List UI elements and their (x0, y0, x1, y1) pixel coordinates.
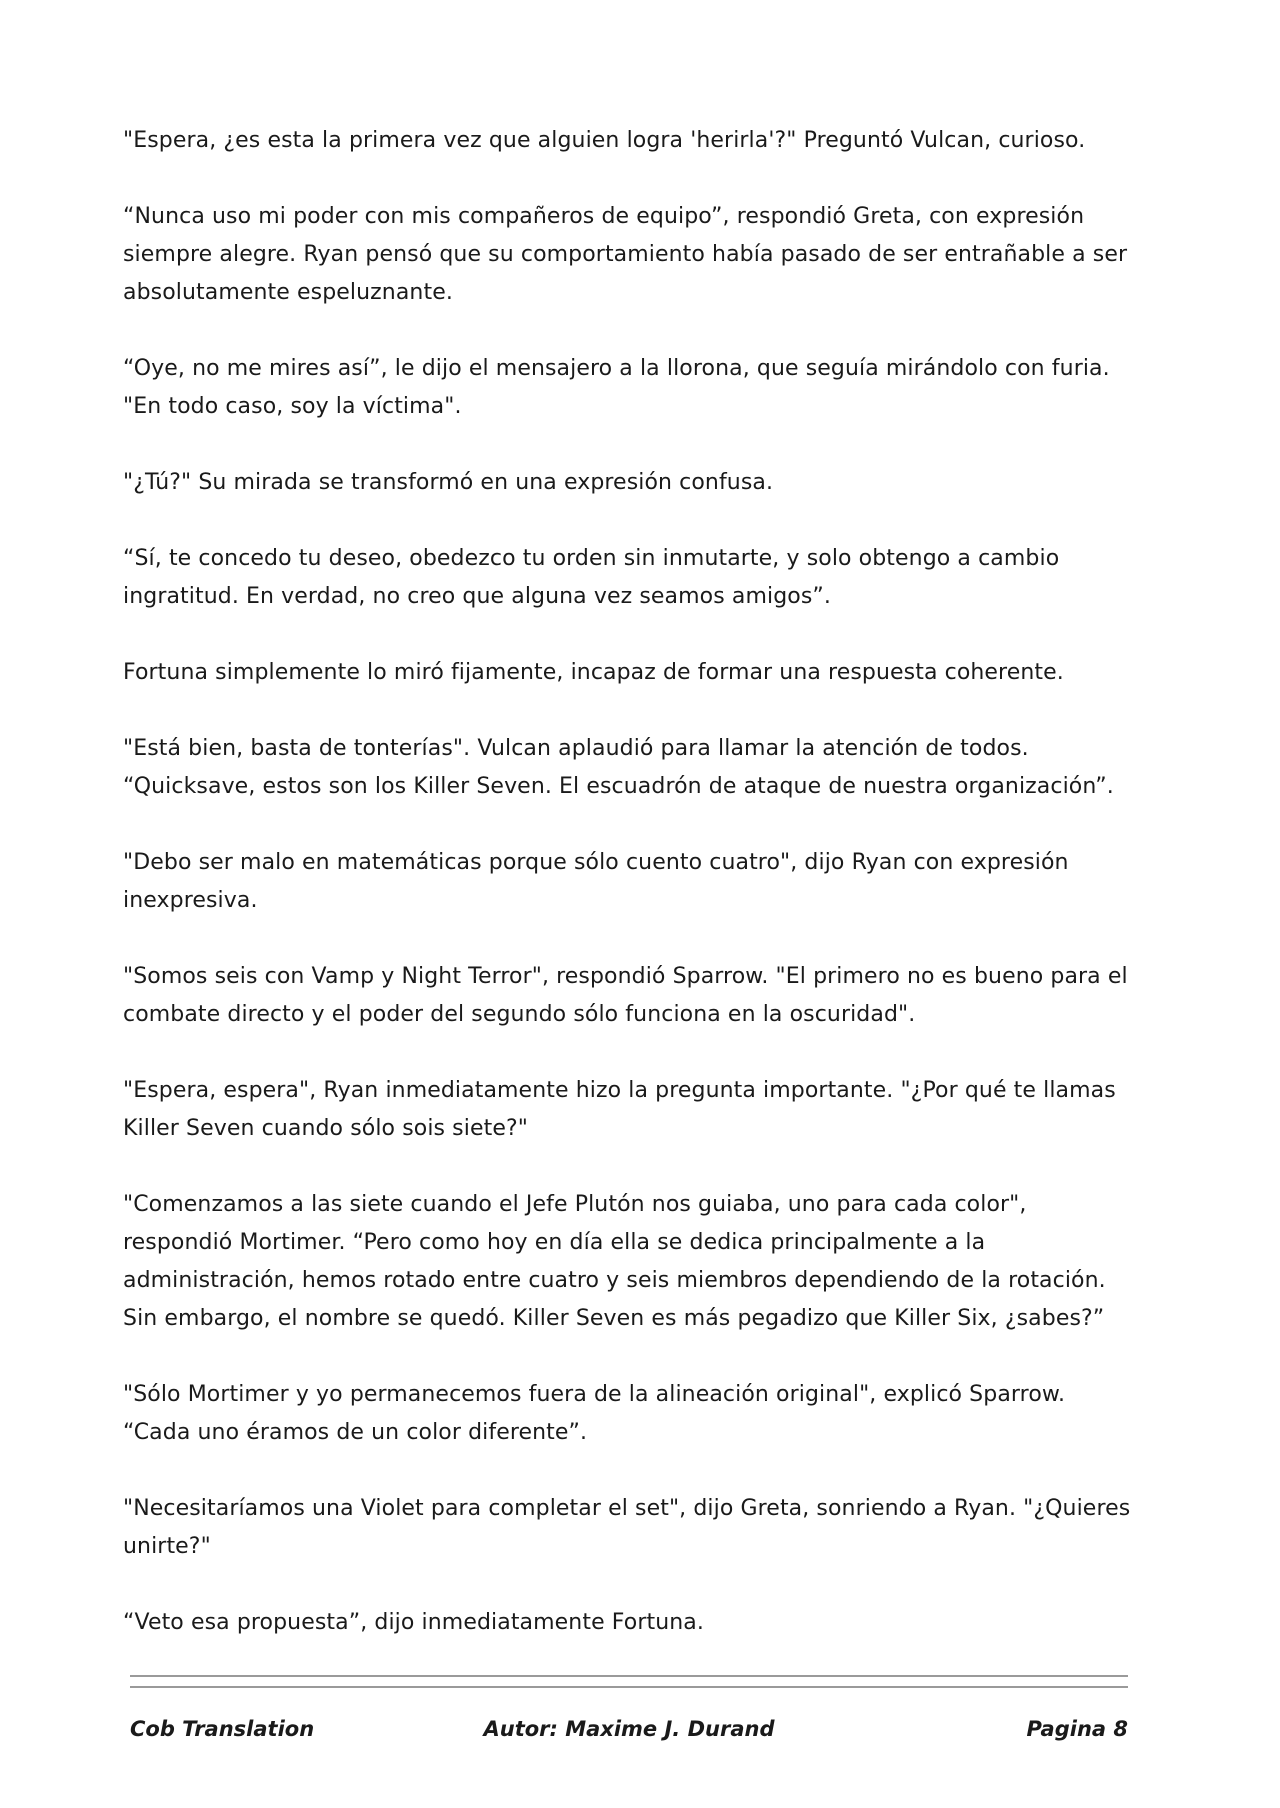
paragraph: “Sí, te concedo tu deseo, obedezco tu orden sin inmutarte, y solo obtengo a cambio ingratitud. En verdad, no creo que alguna vez seamos amigos”. (123, 546, 1060, 609)
paragraph: "Espera, ¿es esta la primera vez que alguien logra 'herirla'?" Preguntó Vulcan, curioso. (123, 128, 1086, 153)
paragraph: “Oye, no me mires así”, le dijo el mensajero a la llorona, que seguía mirándolo con furia. "En todo caso, soy la víctima". (123, 356, 1110, 419)
paragraph: "Comenzamos a las siete cuando el Jefe Plutón nos guiaba, uno para cada color", respondió Mortimer. “Pero como hoy en día ella se dedica principalmente a la administración, hemos rotado entre cuatro y seis miembros dependiendo de la rotación. Sin embargo, el nombre se quedó. Killer Seven es más pegadizo que Killer Six, ¿sabes?” (123, 1192, 1106, 1331)
paragraph: “Veto esa propuesta”, dijo inmediatamente Fortuna. (123, 1610, 704, 1635)
paragraph: "Está bien, basta de tonterías". Vulcan aplaudió para llamar la atención de todos. “Quicksave, estos son los Killer Seven. El escuadrón de ataque de nuestra organización”. (123, 736, 1114, 799)
footer-translator: Cob Translation (130, 1717, 315, 1741)
paragraph: "¿Tú?" Su mirada se transformó en una expresión confusa. (123, 470, 774, 495)
paragraph: "Somos seis con Vamp y Night Terror", respondió Sparrow. "El primero no es bueno para el combate directo y el poder del segundo sólo funciona en la oscuridad". (123, 964, 1128, 1027)
paragraph: Fortuna simplemente lo miró fijamente, incapaz de formar una respuesta coherente. (123, 660, 1064, 685)
footer-divider-bottom (130, 1686, 1128, 1688)
page-footer (130, 1717, 1128, 1749)
paragraph: "Espera, espera", Ryan inmediatamente hizo la pregunta importante. "¿Por qué te llamas Killer Seven cuando sólo sois siete?" (123, 1078, 1116, 1141)
paragraph: “Nunca uso mi poder con mis compañeros de equipo”, respondió Greta, con expresión siempre alegre. Ryan pensó que su comportamiento había pasado de ser entrañable a ser absolutamente espeluznante. (123, 204, 1128, 305)
footer-author: Autor: Maxime J. Durand (483, 1717, 775, 1741)
body-text (123, 122, 1133, 1680)
paragraph: "Sólo Mortimer y yo permanecemos fuera de la alineación original", explicó Sparrow. “Cada uno éramos de un color diferente”. (123, 1382, 1066, 1445)
footer-page-number: Pagina 8 (1026, 1717, 1128, 1741)
paragraph: "Debo ser malo en matemáticas porque sólo cuento cuatro", dijo Ryan con expresión inexpresiva. (123, 850, 1069, 913)
paragraph: "Necesitaríamos una Violet para completar el set", dijo Greta, sonriendo a Ryan. "¿Quieres unirte?" (123, 1496, 1131, 1559)
footer-divider-top (130, 1675, 1128, 1677)
